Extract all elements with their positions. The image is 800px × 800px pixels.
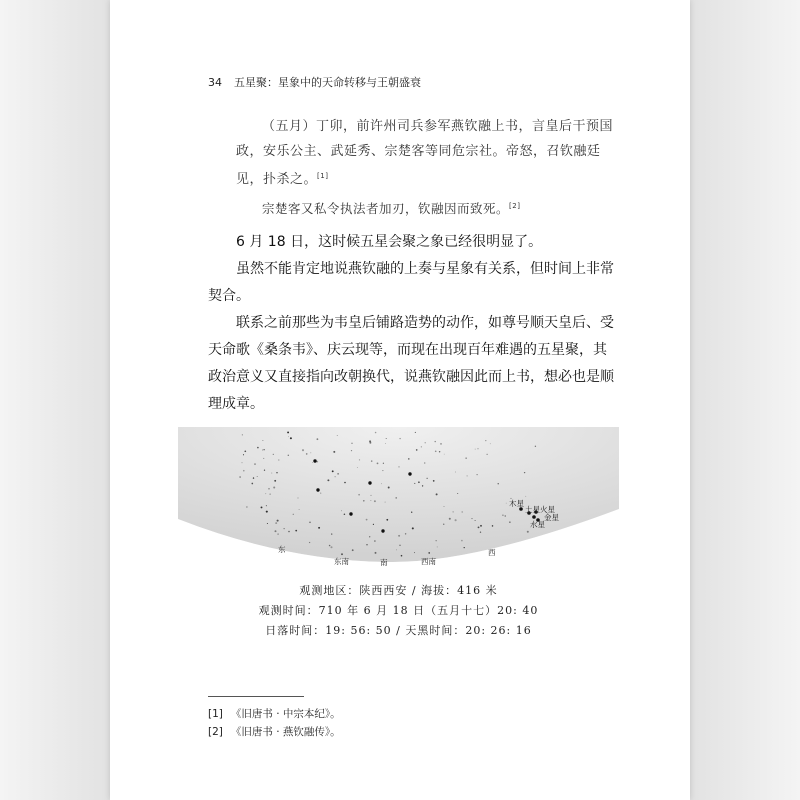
caption-location: 观测地区：陕西西安 / 海拔：416 米 [299, 584, 498, 597]
star [505, 515, 506, 516]
star [478, 526, 480, 528]
star [257, 476, 258, 477]
bright-star [316, 488, 319, 491]
star [246, 506, 247, 507]
footnote-number: [1] [208, 708, 223, 720]
star [399, 438, 400, 439]
star [373, 524, 374, 525]
direction-label-west: 西 [488, 548, 496, 557]
bright-star [381, 529, 384, 532]
star [262, 450, 263, 451]
star [243, 454, 244, 455]
star [251, 483, 253, 485]
star [436, 540, 437, 541]
star [377, 463, 379, 465]
star [480, 525, 482, 527]
star [386, 438, 387, 439]
star [288, 455, 289, 456]
block-quote-text: 宗楚客又私令执法者加刃，钦融因而致死。 [262, 201, 510, 216]
star [457, 493, 458, 494]
star [271, 473, 272, 474]
star [299, 509, 300, 510]
planet-label-saturn: 土星 [525, 505, 540, 514]
star [476, 474, 477, 475]
star [374, 540, 376, 542]
star [396, 549, 397, 550]
star [386, 519, 388, 521]
planet-label-venus: 金星 [544, 513, 559, 522]
star [525, 496, 526, 497]
star [455, 472, 456, 473]
star [395, 497, 397, 499]
star [425, 442, 426, 443]
star [290, 437, 292, 439]
star [288, 436, 289, 437]
star [306, 453, 308, 455]
star [461, 540, 463, 542]
star [399, 545, 400, 546]
star [371, 460, 372, 461]
star [381, 483, 382, 484]
star [455, 519, 457, 521]
star [254, 463, 255, 464]
star [382, 470, 383, 471]
direction-label-east: 东 [278, 545, 286, 554]
star [257, 447, 259, 449]
star [309, 522, 311, 524]
star [239, 476, 241, 478]
star [263, 449, 264, 450]
footnote-ref[interactable]: [2] [509, 202, 521, 210]
star [383, 463, 384, 464]
star [269, 493, 270, 494]
star [475, 520, 476, 521]
star [351, 450, 352, 451]
bright-star [408, 472, 411, 475]
star [330, 546, 332, 548]
star [320, 493, 321, 494]
star [487, 454, 488, 455]
star [492, 525, 494, 527]
star [357, 467, 358, 468]
star [480, 532, 481, 533]
star [263, 458, 264, 459]
star [277, 533, 279, 535]
star [371, 500, 372, 501]
star [416, 449, 418, 451]
star [436, 493, 438, 495]
star [302, 449, 304, 451]
star [466, 458, 467, 459]
page-number: 34 [208, 76, 222, 89]
star [502, 514, 504, 516]
star [414, 483, 415, 484]
star [464, 547, 465, 548]
running-title: 五星聚：星象中的天命转移与王朝盛衰 [234, 76, 421, 89]
footnote-text: 《旧唐书 · 中宗本纪》。 [230, 708, 341, 720]
body-paragraph: 6 月 18 日，这时候五星会聚之象已经很明显了。 [236, 234, 543, 250]
star [273, 454, 274, 455]
star [359, 459, 360, 460]
star [453, 511, 454, 512]
star [435, 450, 437, 452]
star [478, 448, 479, 449]
star [341, 553, 343, 555]
star [440, 443, 442, 445]
star [444, 454, 445, 455]
star [427, 478, 428, 479]
body-paragraph: 联系之前那些为韦皇后铺路造势的动作，如尊号顺天皇后、受天命歌《桑条韦》、庆云现等，而现在出现百年难遇的五星聚，其政治意义又直接指向改朝换代，说燕钦融因此而上书，想必也是顺理成章。 [208, 315, 614, 412]
star [253, 477, 254, 478]
star [398, 535, 400, 537]
star [421, 446, 422, 447]
star [418, 481, 420, 483]
star [244, 450, 246, 452]
star [264, 470, 265, 471]
star [317, 438, 319, 440]
star [398, 466, 399, 467]
star [293, 514, 294, 515]
star [444, 506, 445, 507]
star [524, 472, 525, 473]
star [467, 475, 468, 476]
star [297, 497, 298, 498]
direction-label-southwest: 西南 [421, 557, 436, 566]
star [332, 470, 334, 472]
planet-label-mercury: 水星 [530, 520, 545, 529]
star [485, 440, 486, 441]
star [385, 443, 386, 444]
star [401, 555, 403, 557]
star [262, 440, 263, 441]
star [369, 536, 370, 537]
footnote-number: [2] [208, 726, 223, 738]
bright-star [368, 481, 371, 484]
star [274, 480, 276, 482]
star [437, 546, 438, 547]
block-quote-text: （五月）丁卯，前许州司兵参军燕钦融上书，言皇后干预国政，安乐公主、武延秀、宗楚客等同危宗社。帝怒，召钦融廷见，扑杀之。 [236, 119, 614, 187]
star [309, 542, 310, 543]
star [366, 544, 367, 545]
star [385, 502, 386, 503]
block-quote [236, 114, 622, 192]
right-margin-background [690, 0, 800, 800]
star [312, 462, 313, 463]
star [428, 552, 430, 554]
star [242, 434, 243, 435]
direction-label-south: 南 [380, 558, 388, 567]
star [275, 522, 277, 524]
star [327, 479, 329, 481]
star [375, 432, 377, 434]
caption-sunset: 日落时间：19: 56: 50 / 天黑时间：20: 26: 16 [265, 624, 532, 637]
star [490, 443, 491, 444]
sky-chart-figure [178, 427, 619, 577]
star [351, 443, 352, 444]
star [506, 503, 507, 504]
star [358, 494, 360, 496]
star [422, 485, 423, 486]
planet-label-jupiter: 木星 [509, 499, 524, 508]
star [261, 506, 263, 508]
star [509, 521, 510, 522]
star [275, 530, 277, 532]
star [375, 552, 377, 554]
footnote [208, 706, 341, 721]
star [366, 519, 368, 521]
star [337, 435, 338, 436]
star [295, 530, 297, 532]
star [310, 452, 311, 453]
star [405, 533, 406, 534]
footnote-text: 《旧唐书 · 燕钦融传》。 [230, 726, 341, 738]
star [268, 488, 270, 490]
planet-label-mars: 火星 [540, 505, 555, 514]
star [435, 441, 436, 442]
block-quote [236, 194, 622, 221]
star [388, 487, 390, 489]
star [335, 476, 336, 477]
star [535, 446, 536, 447]
star [337, 473, 338, 474]
star [265, 493, 266, 494]
star [371, 495, 372, 496]
star [318, 527, 320, 529]
bright-star [349, 512, 352, 515]
star [443, 524, 444, 525]
caption-time: 观测时间：710 年 6 月 18 日（五月十七）20: 40 [258, 604, 539, 617]
star [284, 528, 285, 529]
star [344, 514, 346, 516]
star [341, 510, 342, 511]
star [287, 431, 289, 433]
star [461, 511, 462, 512]
star [412, 527, 414, 529]
star [424, 462, 425, 463]
direction-label-southeast: 东南 [334, 557, 349, 566]
star [527, 531, 529, 533]
star [415, 432, 416, 433]
star [433, 480, 435, 482]
bright-star [313, 459, 316, 462]
star [288, 531, 290, 533]
star [374, 500, 376, 502]
planet-dot [532, 515, 536, 519]
star [273, 486, 275, 488]
star [472, 518, 473, 519]
running-header [208, 74, 421, 90]
star [266, 511, 268, 513]
star [439, 451, 440, 452]
star [352, 549, 354, 551]
star [277, 520, 279, 522]
star [369, 442, 371, 444]
star [243, 470, 245, 472]
star [267, 523, 268, 524]
star [276, 472, 277, 473]
star [475, 449, 476, 450]
star [242, 462, 243, 463]
star [498, 483, 499, 484]
body-paragraph: 虽然不能肯定地说燕钦融的上奏与星象有关系，但时间上非常契合。 [208, 261, 614, 304]
sky-chart-svg [178, 427, 619, 577]
star [344, 482, 346, 484]
star [333, 451, 335, 453]
footnote-ref[interactable]: [1] [317, 172, 329, 180]
star [331, 533, 332, 534]
star [408, 458, 410, 460]
left-margin-background [0, 0, 110, 800]
star [414, 552, 415, 553]
star [363, 500, 365, 502]
footnote [208, 724, 341, 739]
star [278, 459, 279, 460]
star [449, 518, 451, 520]
footnote-divider [208, 696, 304, 697]
star [411, 512, 412, 513]
star [266, 505, 267, 506]
star [329, 545, 331, 547]
